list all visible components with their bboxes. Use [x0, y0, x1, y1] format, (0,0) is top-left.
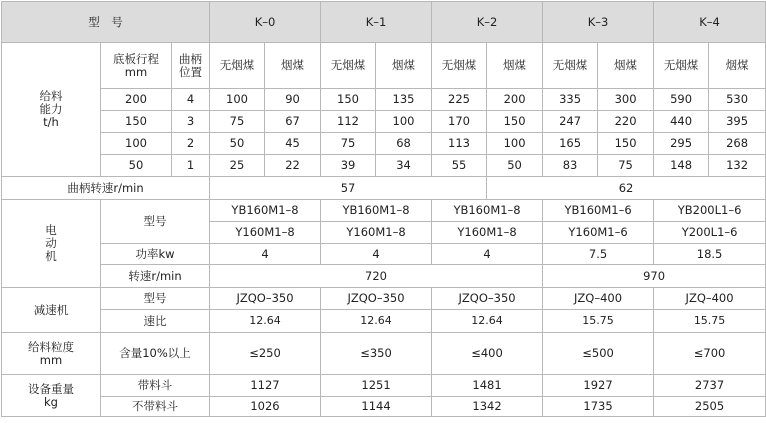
- coal-type-anthracite: 无烟煤: [654, 43, 709, 89]
- coal-type-bituminous: 烟煤: [709, 43, 766, 89]
- feed-subheader-row: [2, 43, 766, 89]
- stroke-value: 50: [101, 155, 172, 177]
- granularity-cell: ≤700: [654, 333, 766, 375]
- feed-cell: 165: [543, 133, 598, 155]
- motor-power-cell: 18.5: [654, 244, 766, 265]
- feed-cell: 135: [376, 89, 432, 111]
- stroke-header-line2: mm: [124, 64, 148, 79]
- motor-power-row: [2, 244, 766, 265]
- reducer-ratio-cell: 15.75: [543, 310, 654, 333]
- crank-speed-row: [2, 177, 766, 200]
- reducer-model-cell: JZQO–350: [210, 288, 321, 310]
- feed-row: [2, 89, 766, 111]
- motor-speed-k3-k4: 970: [543, 265, 766, 288]
- feed-cell: 335: [543, 89, 598, 111]
- granularity-label-line1: 给料粒度: [28, 339, 74, 354]
- reducer-model-cell: JZQO–350: [432, 288, 543, 310]
- motor-power-cell: 7.5: [543, 244, 654, 265]
- granularity-cell: ≤400: [432, 333, 543, 375]
- feed-cell: 50: [487, 155, 543, 177]
- crank-value: 1: [172, 155, 210, 177]
- coal-type-bituminous: 烟煤: [598, 43, 654, 89]
- crank-header: [172, 43, 210, 89]
- feed-row: [2, 155, 766, 177]
- feed-cell: 148: [654, 155, 709, 177]
- feed-cell: 440: [654, 111, 709, 133]
- feed-cell: 150: [598, 133, 654, 155]
- motor-power-cell: 4: [432, 244, 543, 265]
- crank-header-line2: 位置: [179, 64, 202, 79]
- motor-model-label: 型号: [101, 200, 210, 244]
- coal-type-bituminous: 烟煤: [265, 43, 321, 89]
- feed-row: [2, 111, 766, 133]
- crank-header-line1: 曲柄: [179, 51, 202, 66]
- motor-speed-k0-k2: 720: [210, 265, 543, 288]
- feed-cell: 45: [265, 133, 321, 155]
- motor-power-label: 功率kw: [101, 244, 210, 265]
- feed-cell: 112: [321, 111, 376, 133]
- coal-type-anthracite: 无烟煤: [321, 43, 376, 89]
- weight-without-hopper-row: [2, 397, 766, 417]
- motor-label: [2, 200, 101, 288]
- feed-cell: 170: [432, 111, 487, 133]
- granularity-label: [2, 333, 101, 375]
- feed-cell: 100: [376, 111, 432, 133]
- reducer-ratio-label: 速比: [101, 310, 210, 333]
- feed-cell: 55: [432, 155, 487, 177]
- weight-cell: 1481: [432, 375, 543, 397]
- weight-cell: 1251: [321, 375, 432, 397]
- coal-type-anthracite: 无烟煤: [432, 43, 487, 89]
- model-k0-header: K–0: [210, 2, 321, 43]
- crank-speed-label: 曲柄转速r/min: [2, 177, 210, 200]
- motor-label-char: 电: [45, 223, 57, 237]
- feed-row: [2, 133, 766, 155]
- motor-model-b: Y160M1–8: [210, 222, 321, 244]
- motor-power-cell: 4: [210, 244, 321, 265]
- reducer-label: 减速机: [2, 288, 101, 333]
- coal-type-bituminous: 烟煤: [376, 43, 432, 89]
- motor-model-a: YB200L1–6: [654, 200, 766, 222]
- stroke-value: 200: [101, 89, 172, 111]
- feed-capacity-label: [2, 43, 101, 177]
- feed-cell: 50: [210, 133, 265, 155]
- granularity-row: [2, 333, 766, 375]
- reducer-model-label: 型号: [101, 288, 210, 310]
- feed-cell: 67: [265, 111, 321, 133]
- feed-cell: 150: [321, 89, 376, 111]
- feed-cell: 395: [709, 111, 766, 133]
- weight-cell: 2737: [654, 375, 766, 397]
- without-hopper-label: 不带料斗: [101, 397, 210, 417]
- feed-label-line1: 给料: [39, 89, 63, 103]
- motor-model-row: [2, 200, 766, 222]
- model-k4-header: K–4: [654, 2, 766, 43]
- model-header: 型 号: [2, 2, 210, 43]
- feed-cell: 295: [654, 133, 709, 155]
- reducer-ratio-cell: 12.64: [210, 310, 321, 333]
- crank-speed-k3-k4: 62: [487, 177, 766, 200]
- motor-model-b: Y160M1–8: [321, 222, 432, 244]
- weight-with-hopper-row: [2, 375, 766, 397]
- feed-label-line2: 能力: [39, 102, 63, 116]
- feed-cell: 200: [487, 89, 543, 111]
- feed-cell: 590: [654, 89, 709, 111]
- stroke-value: 100: [101, 133, 172, 155]
- motor-model-a: YB160M1–6: [543, 200, 654, 222]
- crank-speed-k0-k2: 57: [210, 177, 487, 200]
- reducer-ratio-row: [2, 310, 766, 333]
- with-hopper-label: 带料斗: [101, 375, 210, 397]
- feed-cell: 220: [598, 111, 654, 133]
- weight-cell: 1342: [432, 397, 543, 417]
- feed-cell: 100: [210, 89, 265, 111]
- weight-cell: 2505: [654, 397, 766, 417]
- feed-cell: 90: [265, 89, 321, 111]
- feed-cell: 132: [709, 155, 766, 177]
- weight-cell: 1735: [543, 397, 654, 417]
- feed-cell: 225: [432, 89, 487, 111]
- feed-cell: 83: [543, 155, 598, 177]
- motor-model-a: YB160M1–8: [432, 200, 543, 222]
- reducer-model-cell: JZQ–400: [543, 288, 654, 310]
- coal-type-anthracite: 无烟煤: [210, 43, 265, 89]
- crank-value: 4: [172, 89, 210, 111]
- feed-label-unit: t/h: [43, 115, 59, 129]
- stroke-value: 150: [101, 111, 172, 133]
- granularity-cell: ≤500: [543, 333, 654, 375]
- feed-cell: 268: [709, 133, 766, 155]
- feed-cell: 75: [321, 133, 376, 155]
- feed-cell: 68: [376, 133, 432, 155]
- coal-type-anthracite: 无烟煤: [543, 43, 598, 89]
- granularity-cell: ≤250: [210, 333, 321, 375]
- motor-model-b: Y160M1–8: [432, 222, 543, 244]
- motor-model-b: Y160M1–6: [543, 222, 654, 244]
- feed-cell: 34: [376, 155, 432, 177]
- weight-label-unit: kg: [44, 394, 58, 409]
- motor-model-a: YB160M1–8: [210, 200, 321, 222]
- reducer-model-row: [2, 288, 766, 310]
- crank-value: 3: [172, 111, 210, 133]
- header-row: [2, 2, 766, 43]
- feed-cell: 100: [487, 133, 543, 155]
- feed-cell: 75: [210, 111, 265, 133]
- stroke-header: [101, 43, 172, 89]
- model-k3-header: K–3: [543, 2, 654, 43]
- feed-cell: 300: [598, 89, 654, 111]
- feed-cell: 530: [709, 89, 766, 111]
- motor-speed-row: [2, 265, 766, 288]
- granularity-cell: ≤350: [321, 333, 432, 375]
- crank-value: 2: [172, 133, 210, 155]
- stroke-header-line1: 底板行程: [113, 51, 159, 66]
- weight-cell: 1127: [210, 375, 321, 397]
- weight-label-line1: 设备重量: [28, 381, 74, 396]
- motor-model-a: YB160M1–8: [321, 200, 432, 222]
- feed-cell: 25: [210, 155, 265, 177]
- feed-cell: 113: [432, 133, 487, 155]
- weight-cell: 1144: [321, 397, 432, 417]
- feed-cell: 150: [487, 111, 543, 133]
- motor-label-char: 机: [45, 249, 57, 263]
- model-k2-header: K–2: [432, 2, 543, 43]
- weight-cell: 1026: [210, 397, 321, 417]
- motor-label-char: 动: [45, 236, 57, 250]
- weight-cell: 1927: [543, 375, 654, 397]
- feed-cell: 39: [321, 155, 376, 177]
- feed-cell: 75: [598, 155, 654, 177]
- motor-speed-label: 转速r/min: [101, 265, 210, 288]
- reducer-ratio-cell: 12.64: [321, 310, 432, 333]
- model-k1-header: K–1: [321, 2, 432, 43]
- granularity-sub-label: 含量10%以上: [101, 333, 210, 375]
- feed-cell: 22: [265, 155, 321, 177]
- granularity-label-unit: mm: [39, 352, 63, 367]
- feed-cell: 247: [543, 111, 598, 133]
- reducer-model-cell: JZQ–400: [654, 288, 766, 310]
- weight-label: [2, 375, 101, 417]
- motor-model-b: Y200L1–6: [654, 222, 766, 244]
- motor-power-cell: 4: [321, 244, 432, 265]
- spec-table: [1, 1, 766, 417]
- reducer-ratio-cell: 15.75: [654, 310, 766, 333]
- coal-type-bituminous: 烟煤: [487, 43, 543, 89]
- reducer-ratio-cell: 12.64: [432, 310, 543, 333]
- reducer-model-cell: JZQO–350: [321, 288, 432, 310]
